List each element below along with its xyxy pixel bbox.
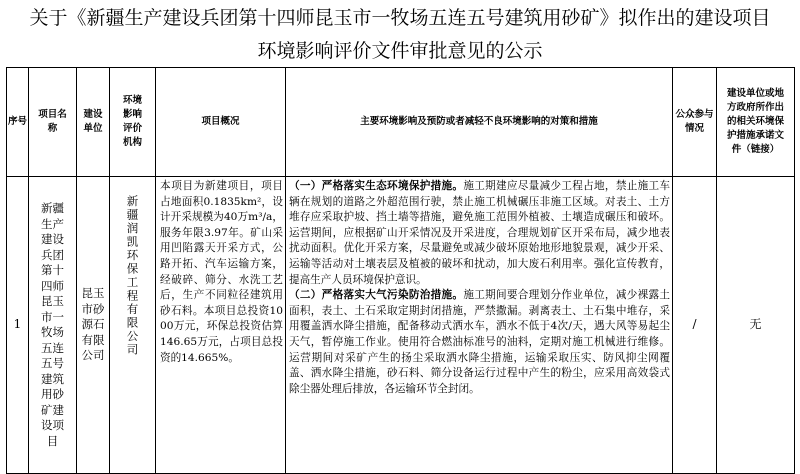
cell-seq: 1 bbox=[7, 177, 29, 474]
measure-air bbox=[289, 288, 670, 397]
cell-eia-org bbox=[110, 177, 156, 474]
title-line-1: 关于《新疆生产建设兵团第十四师昆玉市一牧场五连五号建筑用砂矿》拟作出的建设项目 bbox=[29, 7, 771, 29]
approval-table bbox=[6, 67, 795, 474]
table-row bbox=[7, 177, 795, 474]
measure-ecology-body: 施工期建应尽量减少工程占地，禁止施工车辆在规划的道路之外超范围行驶，禁止施工机械碾压非施工区域。对表土、土方堆存应采取护坡、挡土墙等措施，避免施工范围外植被、土壤造成碾压和破坏。运营期间，应根据矿山开采情况及开采进度，合理规划矿区开采布局，减少地表扰动面积。优化开采方案，尽量避免或减少破坏原始地形地貌景观，减少开采、运输等活动对土壤表层及植被的破坏和扰动，加大废石利用率。强化宣传教育，提高生产人员环境保护意识。 bbox=[289, 180, 671, 286]
measure-air-head: （二）严格落实大气污染防治措施。 bbox=[289, 289, 464, 302]
header-measures: 主要环境影响及预防或者减轻不良环境影响的对策和措施 bbox=[286, 68, 673, 177]
title-line-2: 环境影响评价文件审批意见的公示 bbox=[257, 40, 543, 62]
cell-measures bbox=[286, 177, 673, 474]
header-eia-org: 环境影响评价机构 bbox=[110, 68, 156, 177]
cell-public: / bbox=[673, 177, 717, 474]
cell-commitment: 无 bbox=[717, 177, 795, 474]
measure-air-body: 施工期间要合理划分作业单位，减少裸露土面积，表土、土石采取定期封闭措施，严禁撒漏。剥离表土、土石集中堆存，采用覆盖洒水降尘措施，配备移动式洒水车，洒水不低于4次/天，遇大风等易起尘天气，暂停施工作业。使用符合燃油标准号的油料，定期对施工机械进行维修。运营期间对采矿产生的扬尘采取洒水降尘措施，运输采取压实、防风抑尘网覆盖、洒水降尘措施，砂石料、筛分设备运行过程中产生的粉尘，应采用高效袋式除尘器处理后排放，各运输环节全封闭。 bbox=[289, 289, 671, 395]
measure-ecology bbox=[289, 179, 670, 288]
cell-project-name: 新疆生产建设兵团第十四师昆玉市一牧场五连五号建筑用砂矿建设项目 bbox=[29, 177, 77, 474]
eia-org-text: 新疆润凯环保工程有限公司 bbox=[125, 195, 140, 357]
header-public: 公众参与情况 bbox=[673, 68, 717, 177]
header-overview: 项目概况 bbox=[156, 68, 286, 177]
cell-overview: 本项目为新建项目，项目占地面积0.1835km²，设计开采规模为40万m³/a，服务年限3.97年。矿山采用凹陷露天开采方式，公路开拓、汽车运输方案，经破碎、筛分、水洗工艺后，生产不同粒径建筑用砂石料。本项目总投资1000万元，环保总投资估算146.65万元，占项目总投资的14.665%。 bbox=[156, 177, 286, 474]
page-title bbox=[0, 2, 800, 68]
measure-ecology-head: （一）严格落实生态环境保护措施。 bbox=[289, 180, 464, 192]
cell-builder: 昆玉市砂源石有限公司 bbox=[77, 177, 110, 474]
table-header-row bbox=[7, 68, 795, 177]
header-commitment: 建设单位或地方政府所作出的相关环境保护措施承诺文件（链接） bbox=[717, 68, 795, 177]
header-project-name: 项目名称 bbox=[29, 68, 77, 177]
header-seq: 序号 bbox=[7, 68, 29, 177]
header-builder: 建设单位 bbox=[77, 68, 110, 177]
